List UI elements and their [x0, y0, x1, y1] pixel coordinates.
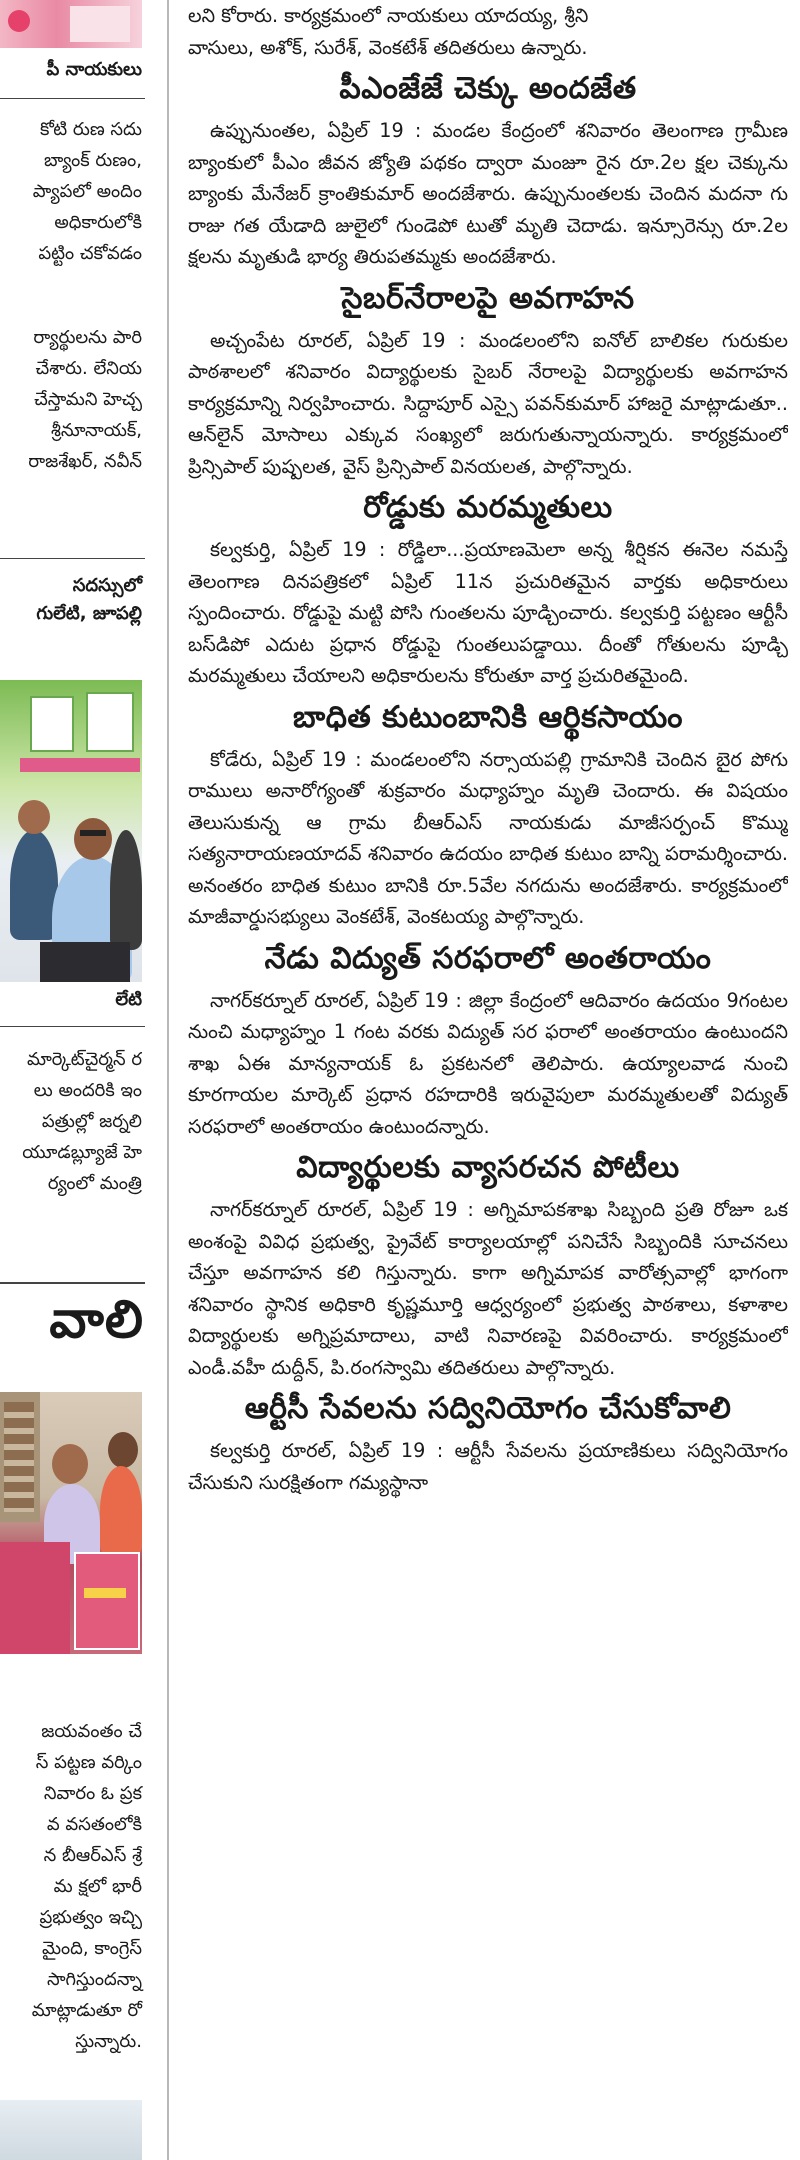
intro-line-2: వాసులు, అశోక్‌, సురేశ్‌, వెంకటేశ్‌ తదితరులు ఉన్నారు. — [188, 35, 588, 59]
article-road-repairs — [188, 488, 788, 692]
headline: ఆర్టీసీ సేవలను సద్వినియోగం చేసుకోవాలి — [244, 1391, 732, 1426]
left-column-cropped — [0, 0, 150, 2160]
headline: నేడు విద్యుత్‌ సరఫరాలో అంతరాయం — [264, 940, 712, 976]
article-body: కోడేరు, ఏప్రిల్‌ 19 : మండలంలోని నర్సాయపల్లి గ్రామానికి చెందిన బైర పోగు రాములు అనారోగ్యంతో శుక్రవారం మధ్యాహ్నం మృతి చెందారు. ఈ విషయం తెలుసుకున్న ఆ గ్రామ బీఆర్‌ఎస్‌ నాయకుడు మాజీసర్పంచ్‌ కొమ్ము సత్యనారాయణయాదవ్‌ శనివారం ఉదయం బాధిత కుటుం బాన్ని పరామర్శించారు. అనంతరం బాధిత కుటుం బానికి రూ.5వేల నగదును అందజేశారు. కార్యక్రమంలో మాజీవార్డుసభ్యులు వెంకటేశ్‌, వెంకటయ్య పాల్గొన్నారు. — [188, 747, 788, 928]
column-rule — [167, 0, 169, 2160]
article-body: కల్వకుర్తి, ఏప్రిల్‌ 19 : రోడ్డిలా...ప్రయాణమెలా అన్న శీర్షికన ఈనెల నమస్తే తెలంగాణ దినపత్రికలో ఏప్రిల్‌ 11న ప్రచురితమైన వార్తకు అధికారులు స్పందించారు. రోడ్డుపై మట్టి పోసి గుంతలను పూడ్చించారు. కల్వకుర్తి పట్టణం ఆర్టీసీ బస్‌డిపో ఎదుట ప్రధాన రోడ్డుపై గుంతలుపడ్డాయి. దీంతో గోతులను పూడ్చి మరమ్మతులు చేయాలని అధికారులను కోరుతూ వార్త ప్రచురితమైంది. — [188, 538, 788, 687]
article-body: ఉప్పునుంతల, ఏప్రిల్‌ 19 : మండల కేంద్రంలో శనివారం తెలంగాణ గ్రామీణ బ్యాంకులో పీఎం జీవన జ్యోతి పథకం ద్వారా మంజూ రైన రూ.2ల క్షల చెక్కును బ్యాంకు మేనేజర్‌ క్రాంతికుమార్‌ అందజేశారు. ఉప్పునుంతలకు చెందిన మదనా గు రాజు గత యేడాది జులైలో గుండెపో టుతో మృతి చెదాడు. ఇన్సూరెన్సు రూ.2ల క్షలను మృతుడి భార్య తిరుపతమ్మకు అందజేశారు. — [188, 119, 788, 268]
left-para-3: మార్కెట్‌చైర్మన్‌ ర లు అందరికి ఇం పత్రుల్లో జర్నలి యూడబ్ల్యూజే హె ర్యంలో మంత్రి — [22, 1049, 142, 1194]
bottom-photo-fragment — [0, 2100, 142, 2160]
book-launch-photo — [0, 1392, 142, 1654]
article-pmjjby — [188, 69, 788, 273]
article-rtc-services — [188, 1389, 788, 1498]
top-photo-fragment — [0, 0, 142, 48]
event-photo — [0, 680, 142, 982]
left-para-2: ర్యార్థులను పారి చేశారు. లేనియ చేస్తామని హెచ్చ శ్రీనూనాయక్‌, రాజశేఖర్‌, నవీన్‌ — [28, 327, 142, 472]
headline: రోడ్డుకు మరమ్మతులు — [363, 490, 613, 525]
photo-caption: లేటి — [115, 989, 142, 1010]
article-body: కల్వకుర్తి రూరల్‌, ఏప్రిల్‌ 19 : ఆర్టీసీ సేవలను ప్రయాణికులు సద్వినియోగం చేసుకుని సురక్షితంగా గమ్యస్థానా — [188, 1439, 788, 1494]
article-body: అచ్చంపేట రూరల్‌, ఏప్రిల్‌ 19 : మండలంలోని ఐనోల్‌ బాలికల గురుకుల పాఠశాలలో శనివారం విద్యార్థులకు సైబర్‌ నేరాలపై విద్యార్థులకు అవగాహన కార్యక్రమాన్ని నిర్వహించారు. సిద్దాపూర్‌ ఎస్సై పవన్‌కుమార్‌ హాజరై మాట్లాడుతూ.. ఆన్‌లైన్‌ మోసాలు ఎక్కువ సంఖ్యలో జరుగుతున్నాయన్నారు. కార్యక్రమంలో ప్రిన్సిపాల్‌ పుష్పలత, వైస్‌ ప్రిన్సిపాల్‌ వినయలత, పాల్గొన్నారు. — [188, 328, 788, 478]
intro-line-1: లని కోరారు. కార్యక్రమంలో నాయకులు యాదయ్య, శ్రీని — [188, 4, 589, 27]
divider — [0, 558, 145, 559]
article-body: నాగర్‌కర్నూల్‌ రూరల్‌, ఏప్రిల్‌ 19 : జిల్లా కేంద్రంలో ఆదివారం ఉదయం 9గంటల నుంచి మధ్యాహ్నం 1 గంట వరకు విద్యుత్‌ సర ఫరాలో అంతరాయం ఉంటుందని శాఖ ఏఈ మాన్యనాయక్‌ ఓ ప్రకటనలో తెలిపారు. ఉయ్యాలవాడ నుంచి కూరగాయల మార్కెట్‌ ప్రధాన రహదారికి ఇరువైపులా మరమ్మతులతో విద్యుత్‌ సరఫరాలో అంతరాయం ఉంటుందన్నారు. — [188, 988, 788, 1138]
article-power-outage — [188, 939, 788, 1143]
article-cyber-awareness — [188, 279, 788, 483]
photo-caption-top: పీ నాయకులు — [46, 59, 142, 80]
article-body: నాగర్‌కర్నూల్‌ రూరల్‌, ఏప్రిల్‌ 19 : అగ్నిమాపకశాఖ సిబ్బంది ప్రతి రోజూ ఒక అంశంపై వివిధ ప్రభుత్వ, ప్రైవేట్‌ కార్యాలయాల్లో పనిచేసే సిబ్బందికి సూచనలు చేస్తూ అవగాహన కలి గిస్తున్నారు. కాగా అగ్నిమాపక వారోత్సవాల్లో భాగంగా శనివారం స్థానిక అధికారి కృష్ణమూర్తి ఆధ్వర్యంలో ప్రభుత్వ పాఠశాలు, కళాశాల విద్యార్థులకు అగ్నిప్రమాదాలు, వాటి నివారణపై వివరించారు. కార్యక్రమంలో ఎండీ.వహీ దుద్దీన్‌, పి.రంగస్వామి తదితరులు పాల్గొన్నారు. — [188, 1198, 788, 1379]
divider — [0, 1026, 145, 1027]
article-financial-aid — [188, 698, 788, 933]
headline: పీఎంజేజే చెక్కు అందజేత — [339, 71, 637, 106]
divider — [0, 1282, 145, 1284]
headline: సైబర్‌నేరాలపై అవగాహన — [341, 280, 635, 316]
news-column — [188, 0, 788, 2160]
big-heading-fragment: వాలి — [49, 1290, 144, 1350]
article-intro — [188, 0, 788, 63]
divider — [0, 98, 145, 99]
article-essay-competition — [188, 1148, 788, 1383]
left-caption-mid: సదస్సులో గులేటి, జూపల్లి — [36, 575, 142, 624]
headline: విద్యార్థులకు వ్యాసరచన పోటీలు — [296, 1150, 680, 1185]
left-para-4: జయవంతం చే స్‌ పట్టణ వర్కిం నివారం ఓ ప్రక వ వసతంలోకి న బీఆర్‌ఎస్‌ శ్రే మ క్షలో భారీ ప్రభుత్వం ఇచ్చి మైంది, కాంగ్రెస్‌ సాగిస్తుందన్నా మాట్లాడుతూ రో స్తున్నారు. — [31, 1721, 142, 2052]
headline: బాధిత కుటుంబానికి ఆర్థికసాయం — [293, 699, 683, 735]
left-para-1: కోటి రుణ సదు బ్యాంక్‌ రుణం, ప్యాపలో అందిం అధికారులోకి పట్టిం చకోవడం — [32, 119, 142, 264]
